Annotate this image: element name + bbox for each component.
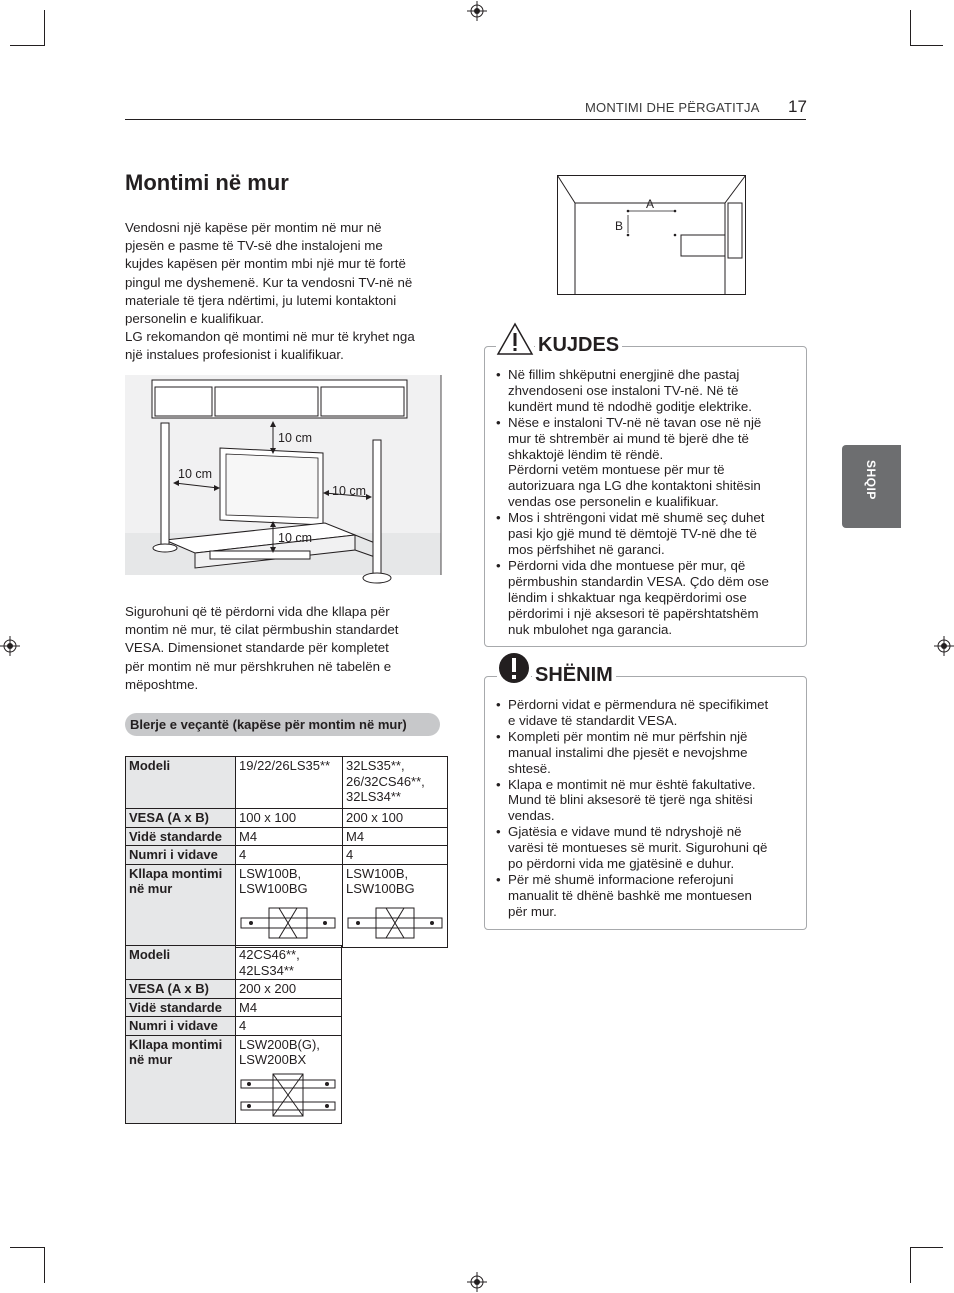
note-title: SHËNIM bbox=[532, 664, 616, 687]
header-rule bbox=[125, 119, 806, 120]
bracket-lsw200-icon bbox=[239, 1072, 337, 1118]
tv-back-vesa-illustration bbox=[557, 175, 747, 296]
vesa-a-label: A bbox=[646, 197, 655, 211]
registration-mark-icon bbox=[934, 636, 954, 656]
clearance-right-label: 10 cm bbox=[332, 484, 367, 498]
crop-mark bbox=[10, 45, 44, 46]
table-row: Modeli 42CS46**, 42LS34** bbox=[126, 946, 342, 980]
table-row: Numri i vidave 4 4 bbox=[126, 846, 448, 865]
crop-mark bbox=[44, 1247, 45, 1283]
vesa-b-label: B bbox=[615, 219, 624, 233]
page-number: 17 bbox=[788, 97, 807, 116]
registration-mark-icon bbox=[0, 636, 20, 656]
page-title: Montimi në mur bbox=[125, 170, 289, 195]
separate-purchase-label: Blerje e veçantë (kapëse për montim në mur) bbox=[125, 713, 440, 736]
bracket-lsw100-icon bbox=[239, 906, 337, 940]
list-item: • Në fillim shkëputni energjinë dhe pastaj zhvendoseni ose instaloni TV-në. Në të kundërt mund të ndodhë goditje elektrike. bbox=[508, 367, 806, 415]
crop-mark bbox=[44, 10, 45, 46]
list-item: • Nëse e instaloni TV-në në tavan ose në një mur të shtrembër ai mund të bjerë dhe të shkaktojë lëndim të rëndë. Përdorni vetëm montuese për mur të autorizuara nga LG dhe kontaktoni shitësin vendas ose personelin e kualifikuar. bbox=[508, 415, 806, 510]
exclamation-circle-icon bbox=[497, 651, 531, 685]
wall-mount-clearance-illustration bbox=[125, 375, 443, 593]
registration-mark-icon bbox=[467, 1, 487, 21]
list-item: • Gjatësia e vidave mund të ndryshojë në varësi të montueses së murit. Sigurohuni që po përdorni vida me gjatësinë e duhur. bbox=[508, 824, 806, 872]
section-header: MONTIMI DHE PËRGATITJA bbox=[585, 100, 760, 115]
table-row: Vidë standarde M4 bbox=[126, 998, 342, 1017]
clearance-bottom-label: 10 cm bbox=[278, 531, 313, 545]
registration-mark-icon bbox=[467, 1272, 487, 1292]
table-row: Kllapa montimi në mur LSW200B(G), LSW200BX bbox=[126, 1035, 342, 1123]
standards-paragraph: Sigurohuni që të përdorni vida dhe kllapa për montim në mur, të cilat përmbushin standardet VESA. Dimensionet standarde për kompletet për montim në mur përshkruhen në tabelën e mëposhtme. bbox=[125, 604, 399, 692]
vesa-spec-table-1 bbox=[125, 756, 448, 948]
warning-triangle-icon bbox=[496, 322, 534, 356]
note-box bbox=[484, 676, 807, 930]
intro-paragraph: Vendosni një kapëse për montim në mur në pjesën e pasme të TV-së dhe instalojeni me kujdes kapësen për montim mbi një mur të fortë pingul me dyshemenë. Kur ta vendosni TV-në në materiale të tjera ndërtimi, ju lutemi kontaktoni personelin e kualifikuar. LG rekomandon që montimi në mur të kryhet nga një instalues profesionist i kualifikuar. bbox=[125, 220, 415, 363]
clearance-left-label: 10 cm bbox=[178, 467, 213, 481]
list-item: • Për më shumë informacione referojuni manualit të dhënë bashkë me montuesen për mur. bbox=[508, 872, 806, 920]
table-row: VESA (A x B) 100 x 100 200 x 100 bbox=[126, 809, 448, 828]
list-item: • Kompleti për montim në mur përfshin një manual instalimi dhe pjesët e nevojshme shtesë. bbox=[508, 729, 806, 777]
bracket-lsw100-icon bbox=[346, 906, 444, 940]
table-row: Kllapa montimi në mur LSW100B, LSW100BG LSW100B, LSW100BG bbox=[126, 864, 448, 947]
list-item: • Përdorni vidat e përmendura në specifikimet e vidave të standardit VESA. bbox=[508, 697, 806, 729]
list-item: • Përdorni vida dhe montuese për mur, që përmbushin standardin VESA. Çdo dëm ose lëndim i shkaktuar nga keqpërdorimi ose përdorimi i një aksesori të papërshtatshëm nuk mbulohet nga garancia. bbox=[508, 558, 806, 638]
crop-mark bbox=[911, 1247, 943, 1248]
table-row: Modeli 19/22/26LS35** 32LS35**, 26/32CS46**, 32LS34** bbox=[126, 757, 448, 809]
caution-title: KUJDES bbox=[535, 334, 622, 357]
table-row: Vidë standarde M4 M4 bbox=[126, 827, 448, 846]
table-row: VESA (A x B) 200 x 200 bbox=[126, 980, 342, 999]
table-row: Numri i vidave 4 bbox=[126, 1017, 342, 1036]
caution-box bbox=[484, 346, 807, 647]
list-item: • Mos i shtrëngoni vidat më shumë seç duhet pasi kjo gjë mund të dëmtojë TV-në dhe të mos përfshihet në garanci. bbox=[508, 510, 806, 558]
language-tab: SHQIP bbox=[842, 445, 901, 528]
crop-mark bbox=[10, 1247, 44, 1248]
list-item: • Klapa e montimit në mur është fakultative. Mund të blini aksesorë të tjerë nga shitësi vendas. bbox=[508, 777, 806, 825]
crop-mark bbox=[911, 45, 943, 46]
vesa-spec-table-2 bbox=[125, 945, 342, 1124]
crop-mark bbox=[910, 10, 911, 46]
clearance-top-label: 10 cm bbox=[278, 431, 313, 445]
crop-mark bbox=[910, 1247, 911, 1283]
